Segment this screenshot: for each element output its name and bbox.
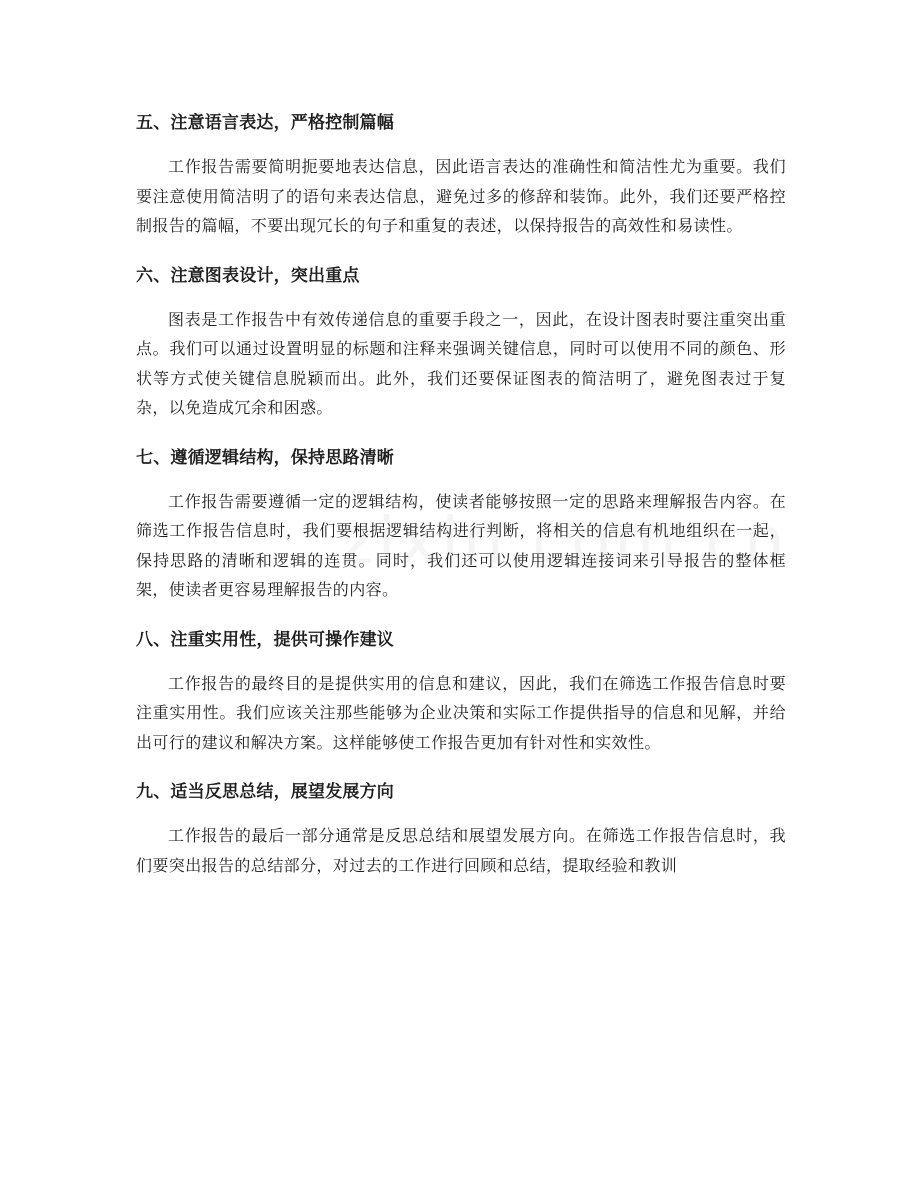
- section-5: [136, 104, 786, 241]
- section-heading: 八、注重实用性，提供可操作建议: [136, 629, 394, 650]
- section-paragraph: 工作报告的最终目的是提供实用的信息和建议，因此，我们在筛选工作报告信息时要注重实用性。我们应该关注那些能够为企业决策和实际工作提供指导的信息和见解，并给出可行的建议和解决方案。这样能够使工作报告更加有针对性和实效性。: [136, 673, 786, 752]
- section-paragraph: 工作报告需要简明扼要地表达信息，因此语言表达的准确性和简洁性尤为重要。我们要注意使用简洁明了的语句来表达信息，避免过多的修辞和装饰。此外，我们还要严格控制报告的篇幅，不要出现冗长的句子和重复的表述，以保持报告的高效性和易读性。: [136, 157, 786, 235]
- document-body: [136, 104, 786, 896]
- section-paragraph: 图表是工作报告中有效传递信息的重要手段之一，因此，在设计图表时要注重突出重点。我们可以通过设置明显的标题和注释来强调关键信息，同时可以使用不同的颜色、形状等方式使关键信息脱颖而出。此外，我们还要保证图表的简洁明了，避免图表过于复杂，以免造成冗余和困惑。: [136, 309, 786, 417]
- section-7: [136, 439, 786, 605]
- section-paragraph: 工作报告的最后一部分通常是反思总结和展望发展方向。在筛选工作报告信息时，我们要突出报告的总结部分，对过去的工作进行回顾和总结，提取经验和教训: [136, 826, 786, 875]
- section-9: [136, 773, 786, 880]
- section-heading: 六、注意图表设计，突出重点: [136, 265, 360, 286]
- section-heading: 五、注意语言表达，严格控制篇幅: [136, 113, 394, 133]
- section-heading: 九、适当反思总结，展望发展方向: [136, 782, 394, 802]
- section-paragraph: 工作报告需要遵循一定的逻辑结构，使读者能够按照一定的思路来理解报告内容。在筛选工作报告信息时，我们要根据逻辑结构进行判断，将相关的信息有机地组织在一起，保持思路的清晰和逻辑的连贯。同时，我们还可以使用逻辑连接词来引导报告的整体框架，使读者更容易理解报告的内容。: [136, 491, 786, 599]
- section-heading: 七、遵循逻辑结构，保持思路清晰: [136, 447, 394, 468]
- section-8: [136, 621, 786, 758]
- section-6: [136, 257, 786, 423]
